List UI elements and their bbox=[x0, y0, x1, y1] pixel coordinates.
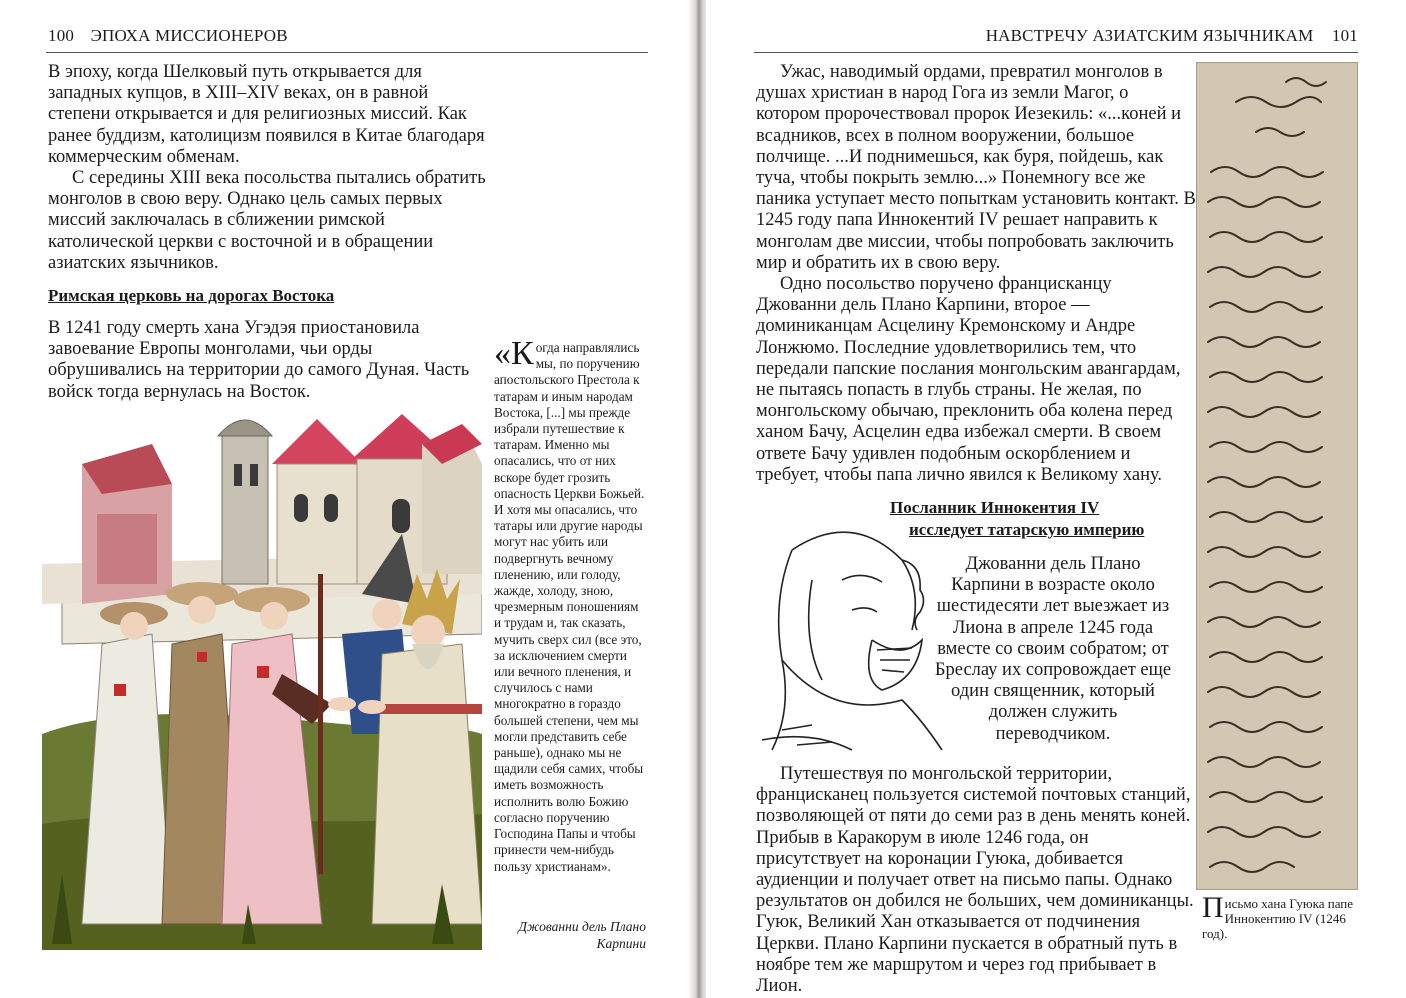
section-text-continued bbox=[756, 764, 1194, 997]
intro-text bbox=[48, 62, 486, 274]
header-rule-right bbox=[754, 52, 1358, 53]
caption-drop-cap: П bbox=[1202, 891, 1224, 924]
right-header bbox=[986, 26, 1358, 46]
quote-attribution: Джованни дель Плано Карпини bbox=[518, 919, 646, 951]
paragraph: Джованни дель Плано Карпини в возрасте около шестидесяти лет выезжает из Лиона в апреле 1245 года вместе со своим собратом; от Бреслау их сопровождает еще один священник, который должен служить переводчиком. bbox=[934, 554, 1172, 744]
side-quote bbox=[494, 335, 648, 875]
paragraph: В эпоху, когда Шелковый путь открывается для западных купцов, в XIII–XIV веках, он в равной степени открывается и для религиозных миссий. Как ранее буддизм, католицизм появился в Китае благодаря коммерческим обменам. bbox=[48, 62, 485, 167]
caption-text: исьмо хана Гуюка папе Иннокентию IV (1246 год). bbox=[1202, 896, 1354, 941]
section-text-wrapped bbox=[932, 554, 1174, 745]
khan-letter-manuscript bbox=[1196, 62, 1358, 890]
manuscript-image bbox=[1196, 62, 1358, 890]
section-heading: Римская церковь на дорогах Востока bbox=[48, 286, 335, 305]
quote-text: огда направлялись мы, по поручению апостольского Престола к татарам и иным народам Востока, [...] мы прежде избрали путешествие к татарам. Именно мы опасались, что от них вскоре будет грозить опасность Церкви Божьей. И хотя мы опасались, что татары или другие народы могут нас убить или подвергнуть вечному пленению, или голоду, жажде, холоду, зною, чрезмерным поношениям и трудам и, так сказать, мучить сверх сил (все это, за исключением смерти или вечного пленения, и случилось с нами многократно в гораздо большей степени, чем мы могли представить себе раньше), однако мы не щадили себя самих, чтобы иметь возможность исполнить волю Божию согласно поручению Господина Папы и чтобы принести чем-нибудь пользу христианам». bbox=[494, 340, 645, 874]
running-header-right: НАВСТРЕЧУ АЗИАТСКИМ ЯЗЫЧНИКАМ bbox=[985, 26, 1314, 45]
section-heading-line1: Посланник Иннокентия IV bbox=[890, 498, 1100, 517]
running-header-left: ЭПОХА МИССИОНЕРОВ bbox=[90, 26, 288, 45]
page-number-right: 101 bbox=[1331, 26, 1358, 45]
right-page bbox=[706, 0, 1406, 998]
paragraph: Одно посольство поручено францисканцу Джованни дель Плано Карпини, второе — доминиканцам Асцелину Кремонскому и Андре Лонжюмо. Последние удовлетворились тем, что передали папские послания монгольским авангардам, не пытаясь попасть в глубь страны. Не желая, по монгольскому обычаю, преклонить оба колена перед ханом Бачу, Асцелин едва избежал смерти. В своем ответе Бачу удивлен подобным оскорблением и требует, чтобы папа лично явился к Великому хану. bbox=[756, 274, 1181, 485]
left-page bbox=[0, 0, 692, 998]
manuscript-caption bbox=[1202, 891, 1362, 941]
right-intro-text bbox=[756, 62, 1196, 486]
carpini-portrait-sketch bbox=[752, 520, 948, 760]
paragraph: В 1241 году смерть хана Угэдэя приостановила завоевание Европы монголами, чьи орды обрушивались на территории до самого Дуная. Часть войск тогда вернулась на Восток. bbox=[48, 318, 470, 402]
paragraph: Путешествуя по монгольской территории, францисканец пользуется системой почтовых станций, позволяющей от пяти до семи раз в день менять коней. Прибыв в Каракорум в июле 1246 года, он присутствует на коронации Гуюка, добивается аудиенции и получает ответ на письмо папы. Однако результатов он добился не больших, чем доминиканцы. Гуюк, Великий Хан отказывается от подчинения Церкви. Плано Карпини пускается в обратный путь в ноябре тем же маршрутом и через год прибывает в Лион. bbox=[756, 764, 1194, 997]
paragraph: С середины XIII века посольства пытались обратить монголов в свою веру. Однако цель самых первых миссий заключалась в сближении римской католической церкви с восточной и в обращении азиатских язычников. bbox=[48, 168, 486, 273]
quote-drop-cap: «К bbox=[494, 335, 534, 372]
left-header bbox=[48, 26, 288, 46]
page-number-left: 100 bbox=[48, 26, 75, 45]
miniature-image bbox=[42, 404, 482, 950]
paragraph: Ужас, наводимый ордами, превратил монголов в душах христиан в народ Гога из земли Магог, о котором пророчествовал пророк Иезекиль: «...коней и всадников, всех в полном вооружении, большое полчище. ...И поднимешься, как буря, пойдешь, как туча, чтобы покрыть землю...» Понемногу все же паника уступает место попыткам установить контакт. В 1245 году папа Иннокентий IV решает направить к монголам две миссии, чтобы попробовать заключить мир и обратить их в свою веру. bbox=[756, 62, 1196, 273]
section-text bbox=[48, 318, 482, 403]
section-heading-line2: исследует татарскую империю bbox=[909, 520, 1145, 539]
portrait-image bbox=[752, 520, 948, 760]
header-rule-left bbox=[46, 52, 648, 53]
medieval-miniature-illustration bbox=[42, 404, 482, 950]
